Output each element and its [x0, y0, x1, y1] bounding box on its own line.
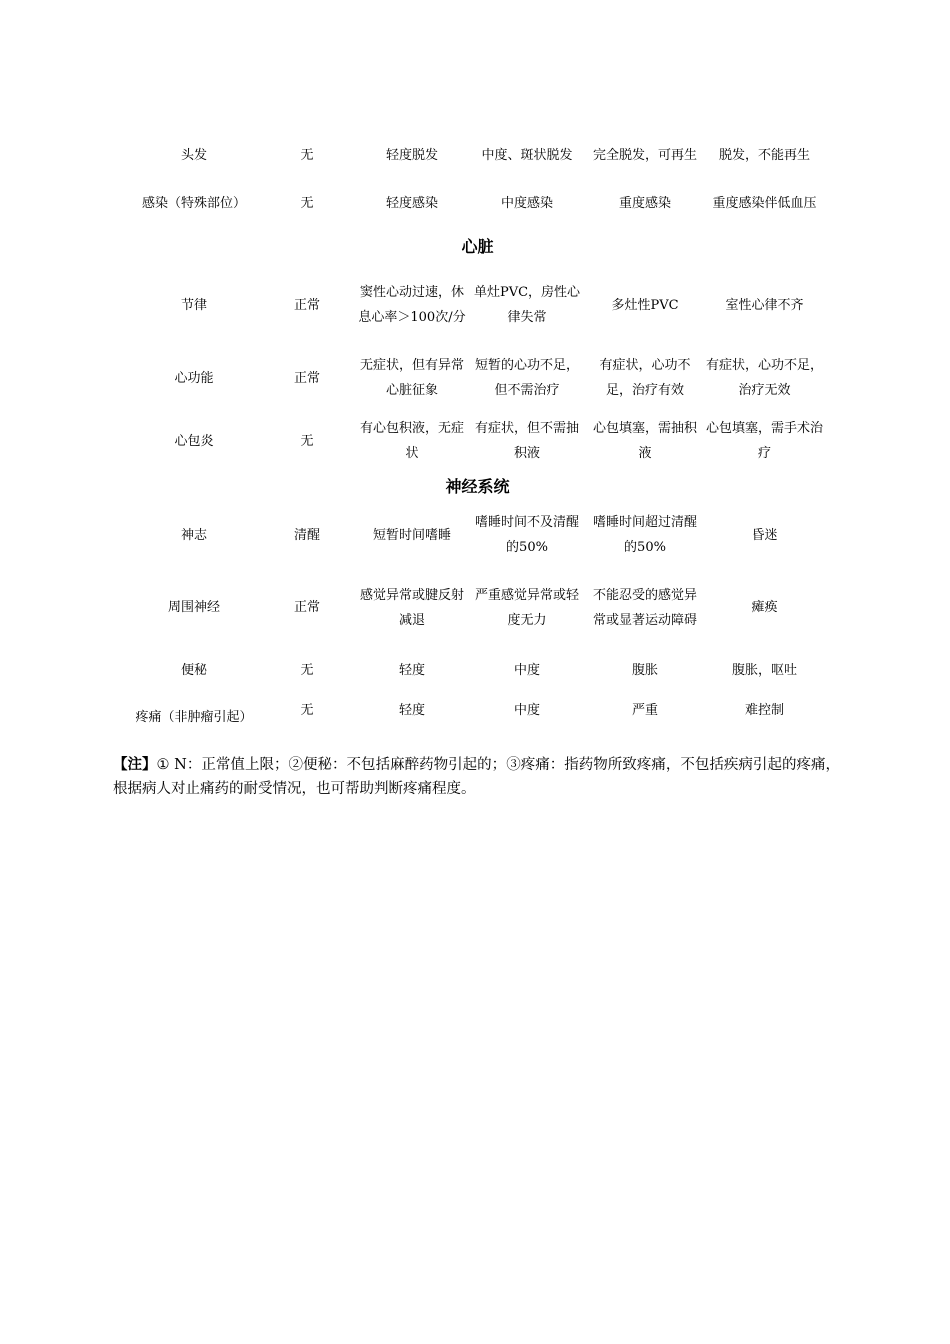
grade-1-cell: 轻度感染: [385, 195, 438, 211]
grade-1-cell: 轻度脱发: [385, 148, 438, 163]
table-row: [130, 565, 825, 650]
table-row: [130, 266, 825, 344]
grade-1-cell: 有心包积液，无症状: [359, 421, 464, 461]
grade-4-cell: 脱发，不能再生: [718, 148, 810, 163]
grade-4-cell: 瘫痪: [751, 600, 778, 615]
table-row: [130, 505, 825, 565]
row-label: 周围神经: [167, 600, 220, 615]
grade-0-cell: 无: [300, 433, 314, 449]
toxicity-table-heart: [130, 266, 825, 470]
grade-4-cell: 腹胀，呕吐: [731, 662, 797, 678]
grade-0-cell: 正常: [293, 370, 320, 386]
row-label: 节律: [180, 297, 207, 313]
grade-2-cell: 中度、斑状脱发: [481, 148, 573, 163]
grade-3-cell: 重度感染: [618, 195, 671, 211]
grade-2-cell: 中度: [513, 702, 540, 718]
grade-3-cell: 有症状，心功不足，治疗有效: [599, 358, 691, 398]
section-title-heart: 心脏: [461, 237, 494, 256]
grade-3-cell: 多灶性PVC: [611, 297, 679, 313]
grade-4-cell: 重度感染伴低血压: [712, 195, 817, 211]
grade-0-cell: 无: [300, 702, 314, 718]
toxicity-table-general: [130, 128, 825, 223]
grade-2-cell: 中度感染: [500, 195, 553, 211]
grade-2-cell: 嗜睡时间不及清醒的50%: [474, 515, 579, 555]
grade-1-cell: 窦性心动过速，休息心率＞100次/分: [358, 285, 466, 325]
grade-0-cell: 无: [300, 148, 314, 163]
toxicity-table-nervous-system: [130, 505, 825, 730]
grade-2-cell: 中度: [513, 662, 540, 678]
table-row: [130, 412, 825, 470]
grade-0-cell: 无: [300, 662, 314, 678]
grade-3-cell: 嗜睡时间超过清醒的50%: [592, 515, 697, 555]
footnote: [113, 753, 840, 801]
grade-4-cell: 有症状，心功不足，治疗无效: [706, 358, 824, 398]
grade-0-cell: 正常: [293, 297, 320, 313]
section-title-nervous-system: 神经系统: [445, 477, 510, 496]
row-label: 神志: [180, 527, 207, 543]
grade-3-cell: 心包填塞，需抽积液: [592, 421, 697, 461]
grade-2-cell: 有症状，但不需抽积液: [474, 421, 579, 461]
table-row: [130, 650, 825, 690]
grade-2-cell: 严重感觉异常或轻度无力: [474, 587, 579, 628]
grade-3-cell: 腹胀: [631, 662, 658, 678]
table-row: [130, 690, 825, 730]
table-row: [130, 183, 825, 223]
grade-2-cell: 短暂的心功不足，但不需治疗: [474, 358, 579, 398]
grade-3-cell: 不能忍受的感觉异常或显著运动障碍: [592, 587, 697, 628]
grade-0-cell: 正常: [293, 600, 320, 615]
grade-0-cell: 清醒: [293, 527, 320, 543]
table-row: [130, 344, 825, 412]
grade-4-cell: 难控制: [744, 702, 784, 718]
grade-1-cell: 轻度: [398, 702, 425, 718]
grade-2-cell: 单灶PVC，房性心律失常: [473, 285, 581, 325]
table-row: [130, 128, 825, 183]
grade-0-cell: 无: [300, 195, 314, 211]
row-label: 感染（特殊部位）: [141, 195, 246, 211]
row-label: 便秘: [180, 662, 207, 678]
footnote-text: ① N：正常值上限；②便秘：不包括麻醉药物引起的；③疼痛：指药物所致疼痛，不包括疾病引起的疼痛，根据病人对止痛药的耐受情况，也可帮助判断疼痛程度。: [113, 757, 840, 797]
grade-1-cell: 轻度: [398, 662, 425, 678]
grade-4-cell: 心包填塞，需手术治疗: [706, 421, 824, 461]
footnote-lead: 【注】: [113, 756, 157, 773]
row-label: 疼痛（非肿瘤引起）: [135, 710, 253, 725]
grade-3-cell: 严重: [631, 702, 658, 718]
grade-4-cell: 室性心律不齐: [725, 297, 804, 313]
grade-1-cell: 无症状，但有异常心脏征象: [359, 358, 464, 398]
grade-4-cell: 昏迷: [751, 527, 778, 543]
grade-1-cell: 短暂时间嗜睡: [372, 527, 451, 543]
grade-1-cell: 感觉异常或腱反射减退: [359, 587, 464, 628]
row-label: 心功能: [174, 370, 214, 386]
row-label: 头发: [180, 148, 207, 163]
grade-3-cell: 完全脱发，可再生: [592, 148, 697, 163]
row-label: 心包炎: [174, 433, 214, 449]
